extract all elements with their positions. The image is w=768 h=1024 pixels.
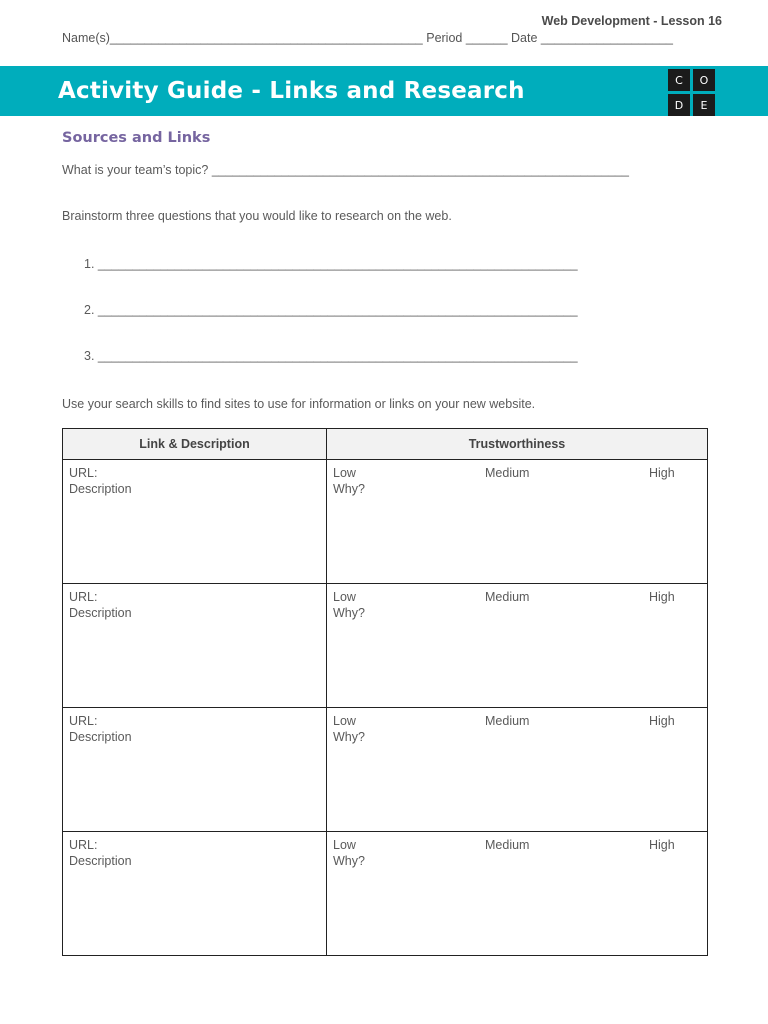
- table-row: [63, 460, 708, 584]
- logo-letter: D: [668, 94, 690, 116]
- description-label: Description: [69, 854, 132, 868]
- url-label: URL:: [69, 590, 98, 604]
- course-lesson-label: Web Development - Lesson 16: [541, 14, 722, 28]
- url-label: URL:: [69, 838, 98, 852]
- question-line-1: 1. _____________________________________________________________________: [84, 257, 578, 271]
- page-title: Activity Guide - Links and Research: [58, 78, 525, 104]
- question-line-3: 3. _____________________________________________________________________: [84, 349, 578, 363]
- trust-low: Low: [333, 466, 356, 480]
- trust-high: High: [649, 466, 675, 480]
- trust-medium: Medium: [485, 714, 530, 728]
- logo-letter: E: [693, 94, 715, 116]
- section-heading: Sources and Links: [62, 130, 211, 146]
- trust-medium: Medium: [485, 838, 530, 852]
- trust-cell: [327, 708, 708, 832]
- trust-cell: [327, 460, 708, 584]
- trust-cell: [327, 584, 708, 708]
- why-label: Why?: [333, 854, 365, 868]
- link-description-header: Link & Description: [63, 429, 327, 460]
- table-row: [63, 832, 708, 956]
- brainstorm-prompt: Brainstorm three questions that you would like to research on the web.: [62, 209, 452, 223]
- trustworthiness-header: Trustworthiness: [327, 429, 708, 460]
- code-logo: [668, 69, 715, 116]
- description-label: Description: [69, 606, 132, 620]
- trust-low: Low: [333, 714, 356, 728]
- why-label: Why?: [333, 482, 365, 496]
- url-label: URL:: [69, 714, 98, 728]
- why-label: Why?: [333, 730, 365, 744]
- topic-prompt: What is your team’s topic? ____________________________________________________________: [62, 163, 629, 177]
- description-label: Description: [69, 482, 132, 496]
- trust-scale: [333, 837, 701, 853]
- description-label: Description: [69, 730, 132, 744]
- name-period-date-line: Name(s)_____________________________________________ Period ______ Date ___________________: [62, 31, 673, 45]
- question-line-2: 2. _____________________________________________________________________: [84, 303, 578, 317]
- url-label: URL:: [69, 466, 98, 480]
- trust-high: High: [649, 590, 675, 604]
- trust-low: Low: [333, 590, 356, 604]
- link-cell: [63, 460, 327, 584]
- trust-cell: [327, 832, 708, 956]
- table-row: [63, 584, 708, 708]
- trust-scale: [333, 589, 701, 605]
- table-row: [63, 708, 708, 832]
- trust-scale: [333, 713, 701, 729]
- why-label: Why?: [333, 606, 365, 620]
- logo-letter: C: [668, 69, 690, 91]
- logo-letter: O: [693, 69, 715, 91]
- title-banner: [0, 66, 768, 116]
- search-prompt: Use your search skills to find sites to use for information or links on your new website.: [62, 397, 536, 411]
- trust-high: High: [649, 838, 675, 852]
- trust-medium: Medium: [485, 590, 530, 604]
- trust-medium: Medium: [485, 466, 530, 480]
- trust-scale: [333, 465, 701, 481]
- trust-high: High: [649, 714, 675, 728]
- link-cell: [63, 708, 327, 832]
- link-cell: [63, 832, 327, 956]
- sources-table: [62, 428, 708, 956]
- link-cell: [63, 584, 327, 708]
- trust-low: Low: [333, 838, 356, 852]
- table-header-row: [63, 429, 708, 460]
